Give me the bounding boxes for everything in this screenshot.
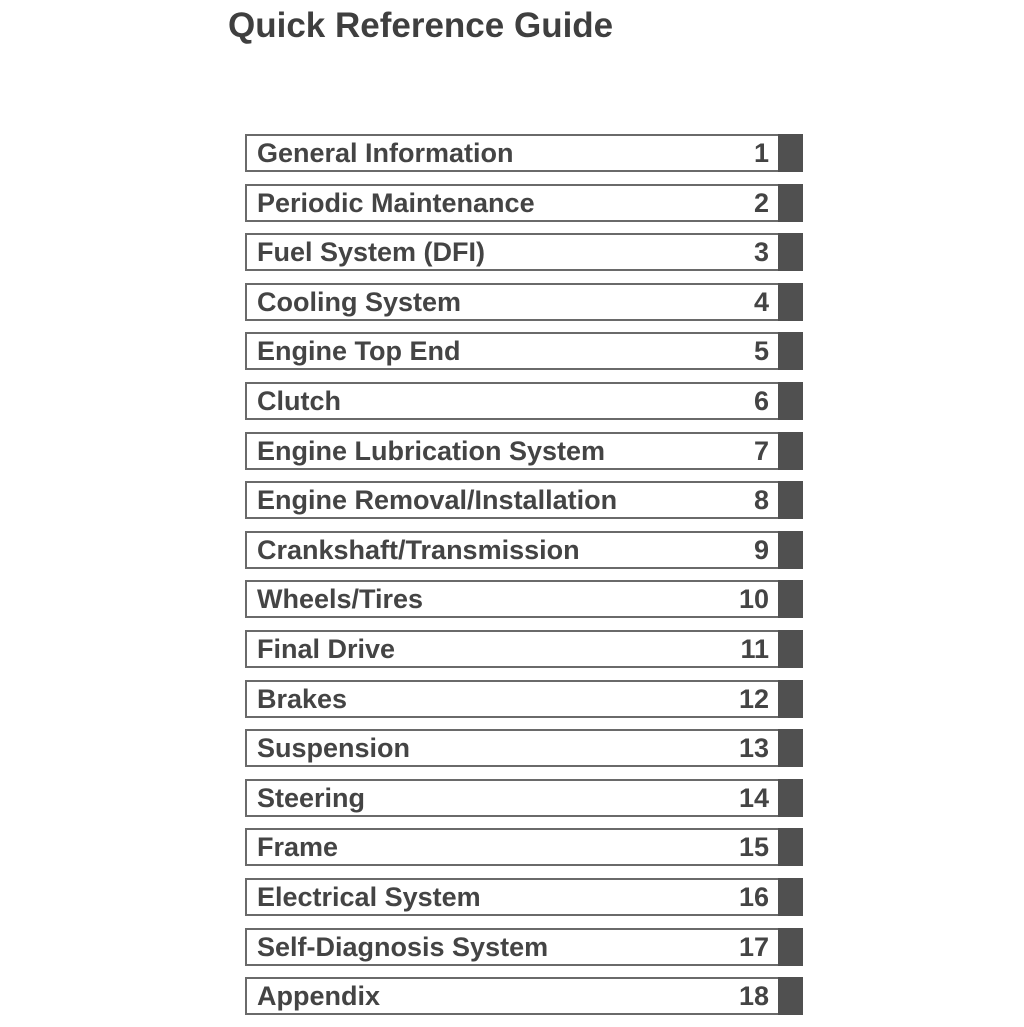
thumb-tab-marker (778, 580, 803, 618)
thumb-tab-marker (778, 283, 803, 321)
section-row-steering[interactable] (245, 779, 803, 817)
thumb-tab-marker (778, 977, 803, 1015)
section-number: 5 (753, 336, 769, 367)
section-number: 9 (753, 534, 769, 565)
section-number: 16 (738, 881, 769, 912)
section-row-engine-lubrication[interactable] (245, 432, 803, 470)
thumb-tab-marker (778, 531, 803, 569)
section-label: Self-Diagnosis System (257, 931, 549, 962)
section-label: Frame (257, 832, 339, 863)
thumb-tab-marker (778, 779, 803, 817)
section-number: 11 (740, 633, 769, 664)
section-number: 1 (753, 138, 769, 168)
thumb-tab-marker (778, 332, 803, 370)
section-number: 8 (753, 485, 769, 516)
thumb-tab-marker (778, 432, 803, 470)
thumb-tab-marker (778, 680, 803, 718)
section-row-periodic-maintenance[interactable] (245, 184, 803, 222)
section-index (245, 134, 803, 1027)
section-row-brakes[interactable] (245, 680, 803, 718)
section-label: Appendix (257, 981, 381, 1012)
section-number: 12 (738, 683, 769, 714)
section-label: Suspension (257, 733, 411, 764)
section-number: 15 (738, 832, 769, 863)
thumb-tab-marker (778, 481, 803, 519)
thumb-tab-marker (778, 828, 803, 866)
section-row-suspension[interactable] (245, 729, 803, 767)
section-label: Electrical System (257, 881, 481, 912)
section-label: Engine Removal/Installation (257, 485, 618, 516)
section-row-electrical-system[interactable] (245, 878, 803, 916)
thumb-tab-marker (778, 184, 803, 222)
section-row-self-diagnosis[interactable] (245, 928, 803, 966)
section-number: 6 (753, 385, 769, 416)
thumb-tab-marker (778, 233, 803, 271)
section-label: Fuel System (DFI) (257, 237, 486, 268)
thumb-tab-marker (778, 878, 803, 916)
section-number: 2 (753, 187, 769, 218)
thumb-tab-marker (778, 630, 803, 668)
section-row-cooling-system[interactable] (245, 283, 803, 321)
section-label: Wheels/Tires (257, 584, 424, 615)
section-row-general-information[interactable] (245, 134, 803, 172)
section-row-appendix[interactable] (245, 977, 803, 1015)
section-label: Engine Lubrication System (257, 435, 606, 466)
page-title: Quick Reference Guide (228, 6, 614, 45)
section-row-frame[interactable] (245, 828, 803, 866)
section-number: 13 (738, 733, 769, 764)
section-number: 7 (753, 435, 769, 466)
section-label: General Information (257, 138, 514, 168)
section-label: Periodic Maintenance (257, 187, 535, 218)
section-row-wheels-tires[interactable] (245, 580, 803, 618)
section-label: Clutch (257, 385, 341, 416)
section-number: 17 (738, 931, 769, 962)
section-row-final-drive[interactable] (245, 630, 803, 668)
section-label: Crankshaft/Transmission (257, 534, 580, 565)
section-number: 4 (753, 286, 769, 317)
section-label: Cooling System (257, 286, 462, 317)
section-label: Brakes (257, 683, 348, 714)
section-number: 18 (738, 981, 769, 1012)
section-number: 14 (738, 782, 769, 813)
section-label: Engine Top End (257, 336, 461, 367)
section-row-crankshaft-transmission[interactable] (245, 531, 803, 569)
thumb-tab-marker (778, 134, 803, 172)
section-number: 10 (738, 584, 769, 615)
section-label: Steering (257, 782, 366, 813)
thumb-tab-marker (778, 382, 803, 420)
thumb-tab-marker (778, 729, 803, 767)
section-row-fuel-system[interactable] (245, 233, 803, 271)
thumb-tab-marker (778, 928, 803, 966)
section-row-engine-removal[interactable] (245, 481, 803, 519)
section-row-engine-top-end[interactable] (245, 332, 803, 370)
section-number: 3 (753, 237, 769, 268)
section-row-clutch[interactable] (245, 382, 803, 420)
section-label: Final Drive (257, 633, 396, 664)
